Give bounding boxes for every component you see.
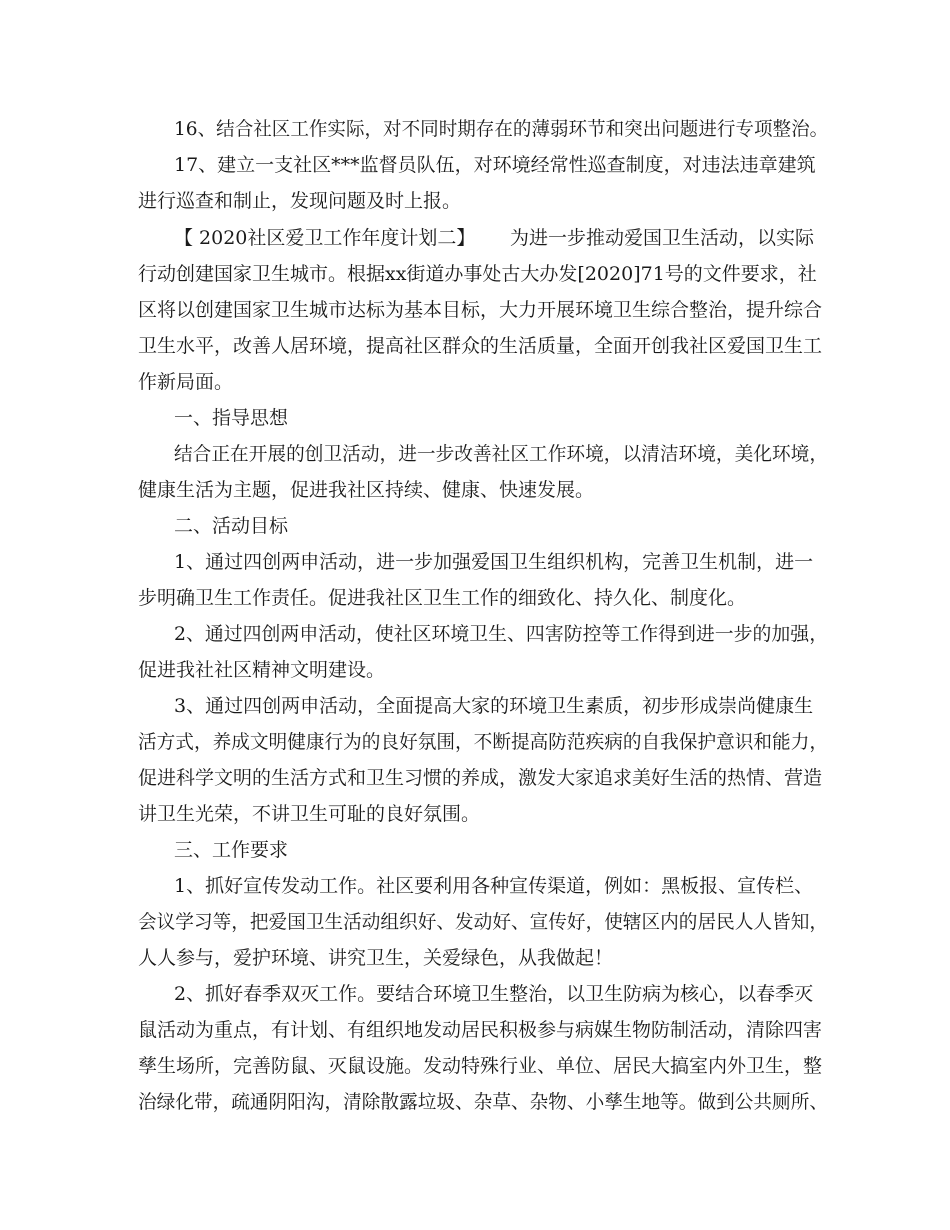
line-text: 健康生活为主题，促进我社区持续、健康、快速发展。 [138,479,595,501]
line-text: 卫生水平，改善人居环境，提高社区群众的生活质量，全面开创我社区爱国卫生工 [138,335,823,357]
section-heading: 一、指导思想 [174,407,289,429]
paragraph-line [0,477,950,517]
line-text: 步明确卫生工作责任。促进我社区卫生工作的细致化、持久化、制度化。 [138,587,747,609]
line-text: 2、通过四创两申活动，使社区环境卫生、四害防控等工作得到进一步的加强， [174,623,829,645]
paragraph-line [0,1053,950,1093]
paragraph-line [0,729,950,769]
section-heading-line [0,513,950,553]
paragraph-line [0,116,950,156]
paragraph-line [0,1089,950,1129]
paragraph-line [0,369,950,409]
line-text: 孳生场所，完善防鼠、灭鼠设施。发动特殊行业、单位、居民大搞室内外卫生，整 [138,1055,823,1077]
line-text: 鼠活动为重点，有计划、有组织地发动居民积极参与病媒生物防制活动，清除四害 [138,1019,823,1041]
line-text: 1、通过四创两申活动，进一步加强爱国卫生组织机构，完善卫生机制，进一 [174,551,814,573]
paragraph-line [0,801,950,841]
paragraph-line [0,297,950,337]
line-text: 为进一步推动爱国卫生活动，以实际 [510,227,815,249]
paragraph-line [0,188,950,228]
line-text: 行动创建国家卫生城市。根据xx街道办事处古大办发[2020]71号的文件要求，社 [138,263,817,285]
line-text: 进行巡查和制止，发现问题及时上报。 [138,190,462,212]
paragraph-line [0,765,950,805]
paragraph-line [0,657,950,697]
line-text: 讲卫生光荣，不讲卫生可耻的良好氛围。 [138,803,481,825]
line-text: 活方式，养成文明健康行为的良好氛围，不断提高防范疾病的自我保护意识和能力， [138,731,829,753]
line-text: 区将以创建国家卫生城市达标为基本目标，大力开展环境卫生综合整治，提升综合 [138,299,823,321]
paragraph-line [0,909,950,949]
paragraph-line [0,1017,950,1057]
paragraph-line [0,441,950,481]
line-text: 结合正在开展的创卫活动，进一步改善社区工作环境，以清洁环境，美化环境， [174,443,829,465]
paragraph-line [0,225,950,265]
line-text: 3、通过四创两申活动，全面提高大家的环境卫生素质，初步形成崇尚健康生 [174,695,814,717]
section-heading-line [0,837,950,877]
line-text: 1、抓好宣传发动工作。社区要利用各种宣传渠道，例如：黑板报、宣传栏、 [174,875,814,897]
line-text: 16、结合社区工作实际，对不同时期存在的薄弱环节和突出问题进行专项整治。 [174,118,829,140]
paragraph-line [0,333,950,373]
section-heading: 三、工作要求 [174,839,289,861]
line-text: 17、建立一支社区***监督员队伍，对环境经常性巡查制度，对违法违章建筑 [174,154,816,176]
paragraph-line [0,693,950,733]
paragraph-line [0,621,950,661]
section-heading-line [0,405,950,445]
line-text: 会议学习等，把爱国卫生活动组织好、发动好、宣传好，使辖区内的居民人人皆知， [138,911,829,933]
line-text: 治绿化带，疏通阴阳沟，清除散露垃圾、杂草、杂物、小孳生地等。做到公共厕所、 [138,1091,829,1113]
line-text: 促进科学文明的生活方式和卫生习惯的养成，激发大家追求美好生活的热情、营造 [138,767,823,789]
section-heading: 二、活动目标 [174,515,289,537]
line-text: 促进我社社区精神文明建设。 [138,659,386,681]
paragraph-line [0,585,950,625]
section-heading: 【 2020社区爱卫工作年度计划二】 [174,227,476,249]
paragraph-line [0,945,950,985]
paragraph-line [0,152,950,192]
paragraph-line [0,981,950,1021]
line-text: 作新局面。 [138,371,234,393]
line-text: 人人参与，爱护环境、讲究卫生，关爱绿色，从我做起！ [138,947,614,969]
paragraph-line [0,549,950,589]
line-text: 2、抓好春季双灭工作。要结合环境卫生整治，以卫生防病为核心，以春季灭 [174,983,814,1005]
paragraph-line [0,261,950,301]
paragraph-line [0,873,950,913]
